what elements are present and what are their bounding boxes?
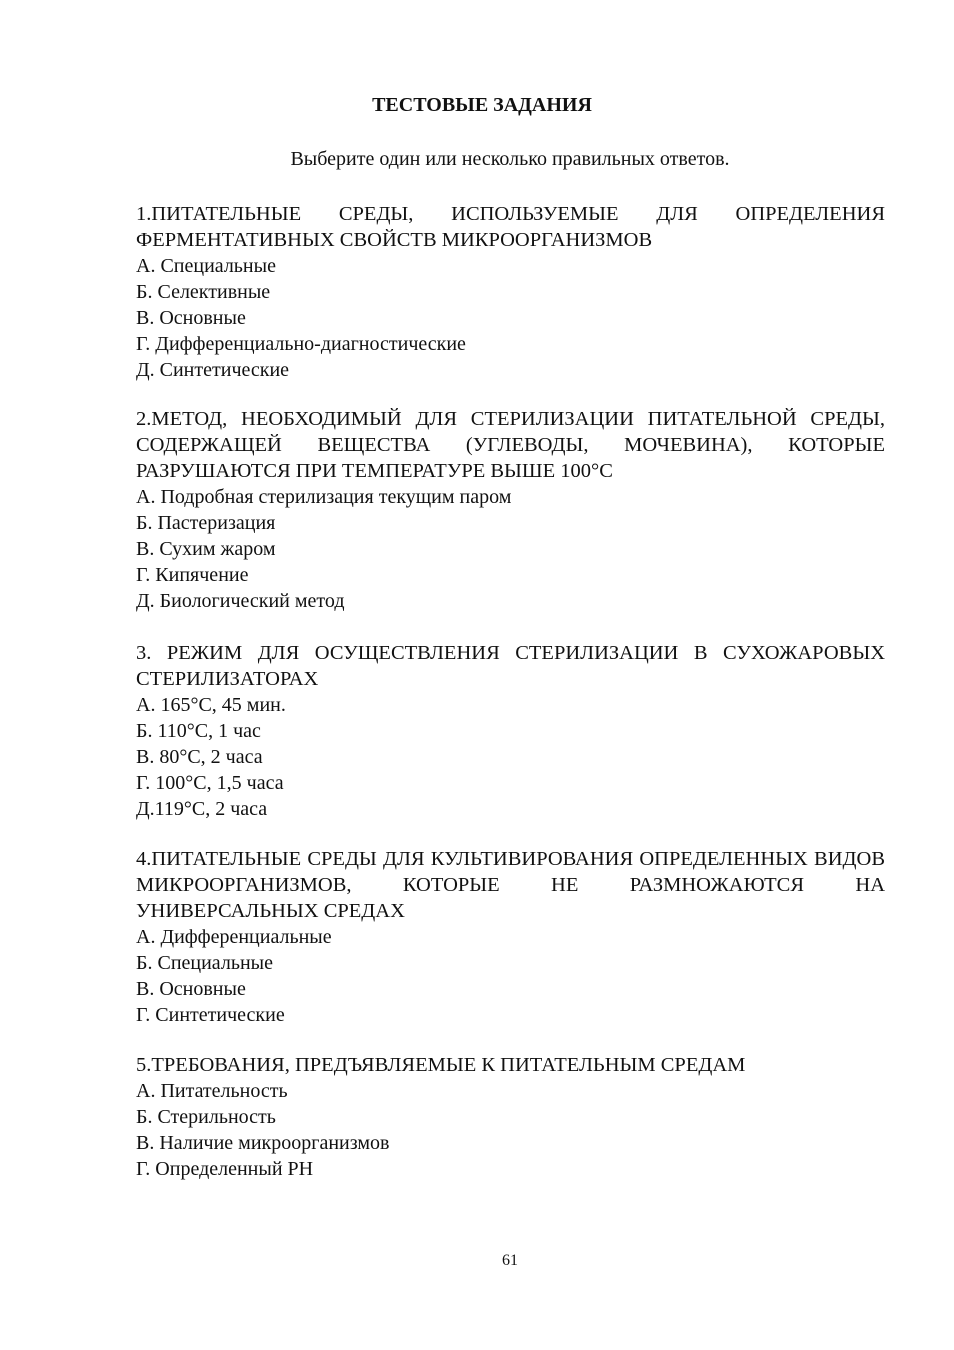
answer-option: Г. 100°С, 1,5 часа <box>136 772 284 794</box>
question-3 <box>136 640 885 822</box>
question-1 <box>136 201 885 383</box>
page-title: ТЕСТОВЫЕ ЗАДАНИЯ <box>372 94 592 116</box>
answer-option: В. 80°С, 2 часа <box>136 746 263 768</box>
answer-option: А. Специальные <box>136 255 276 277</box>
answer-option: Б. 110°С, 1 час <box>136 720 261 742</box>
answer-option: Д. Синтетические <box>136 359 290 381</box>
question-text: 5.ТРЕБОВАНИЯ, ПРЕДЪЯВЛЯЕМЫЕ К ПИТАТЕЛЬНЫМ СРЕДАМ <box>136 1054 746 1076</box>
answer-option: Д.119°С, 2 часа <box>136 798 268 820</box>
answer-option: В. Сухим жаром <box>136 538 276 560</box>
answer-option: А. Подробная стерилизация текущим паром <box>136 486 512 508</box>
answer-option: Г. Определенный РН <box>136 1158 314 1180</box>
question-4 <box>136 846 885 1028</box>
answer-option: В. Основные <box>136 978 246 1000</box>
question-5 <box>136 1052 885 1182</box>
answer-option: Б. Специальные <box>136 952 273 974</box>
question-text: 4.ПИТАТЕЛЬНЫЕ СРЕДЫ ДЛЯ КУЛЬТИВИРОВАНИЯ ОПРЕДЕЛЕННЫХ ВИДОВ МИКРООРГАНИЗМОВ, КОТОРЫЕ НЕ РАЗМНОЖАЮТСЯ НА УНИВЕРСАЛЬНЫХ СРЕДАХ <box>136 848 885 922</box>
answer-option: Д. Биологический метод <box>136 590 345 612</box>
page-number: 61 <box>502 1252 518 1269</box>
question-text: 3. РЕЖИМ ДЛЯ ОСУЩЕСТВЛЕНИЯ СТЕРИЛИЗАЦИИ В СУХОЖАРОВЫХ СТЕРИЛИЗАТОРАХ <box>136 642 885 690</box>
answer-option: Б. Селективные <box>136 281 271 303</box>
answer-option: А. 165°С, 45 мин. <box>136 694 286 716</box>
answer-option: Б. Стерильность <box>136 1106 276 1128</box>
answer-option: В. Основные <box>136 307 246 329</box>
question-text: 1.ПИТАТЕЛЬНЫЕ СРЕДЫ, ИСПОЛЬЗУЕМЫЕ ДЛЯ ОПРЕДЕЛЕНИЯ ФЕРМЕНТАТИВНЫХ СВОЙСТВ МИКРООРГАНИЗМОВ <box>136 203 885 251</box>
answer-option: Г. Синтетические <box>136 1004 285 1026</box>
instruction-text: Выберите один или несколько правильных ответов. <box>290 148 730 170</box>
answer-option: А. Дифференциальные <box>136 926 332 948</box>
answer-option: Г. Дифференциально-диагностические <box>136 333 466 355</box>
answer-option: В. Наличие микроорганизмов <box>136 1132 390 1154</box>
question-2 <box>136 406 885 614</box>
question-text: 2.МЕТОД, НЕОБХОДИМЫЙ ДЛЯ СТЕРИЛИЗАЦИИ ПИТАТЕЛЬНОЙ СРЕДЫ, СОДЕРЖАЩЕЙ ВЕЩЕСТВА (УГЛЕВОДЫ, МОЧЕВИНА), КОТОРЫЕ РАЗРУШАЮТСЯ ПРИ ТЕМПЕРАТУРЕ ВЫШЕ 100°С <box>136 408 885 482</box>
answer-option: Г. Кипячение <box>136 564 249 586</box>
answer-option: А. Питательность <box>136 1080 288 1102</box>
answer-option: Б. Пастеризация <box>136 512 276 534</box>
